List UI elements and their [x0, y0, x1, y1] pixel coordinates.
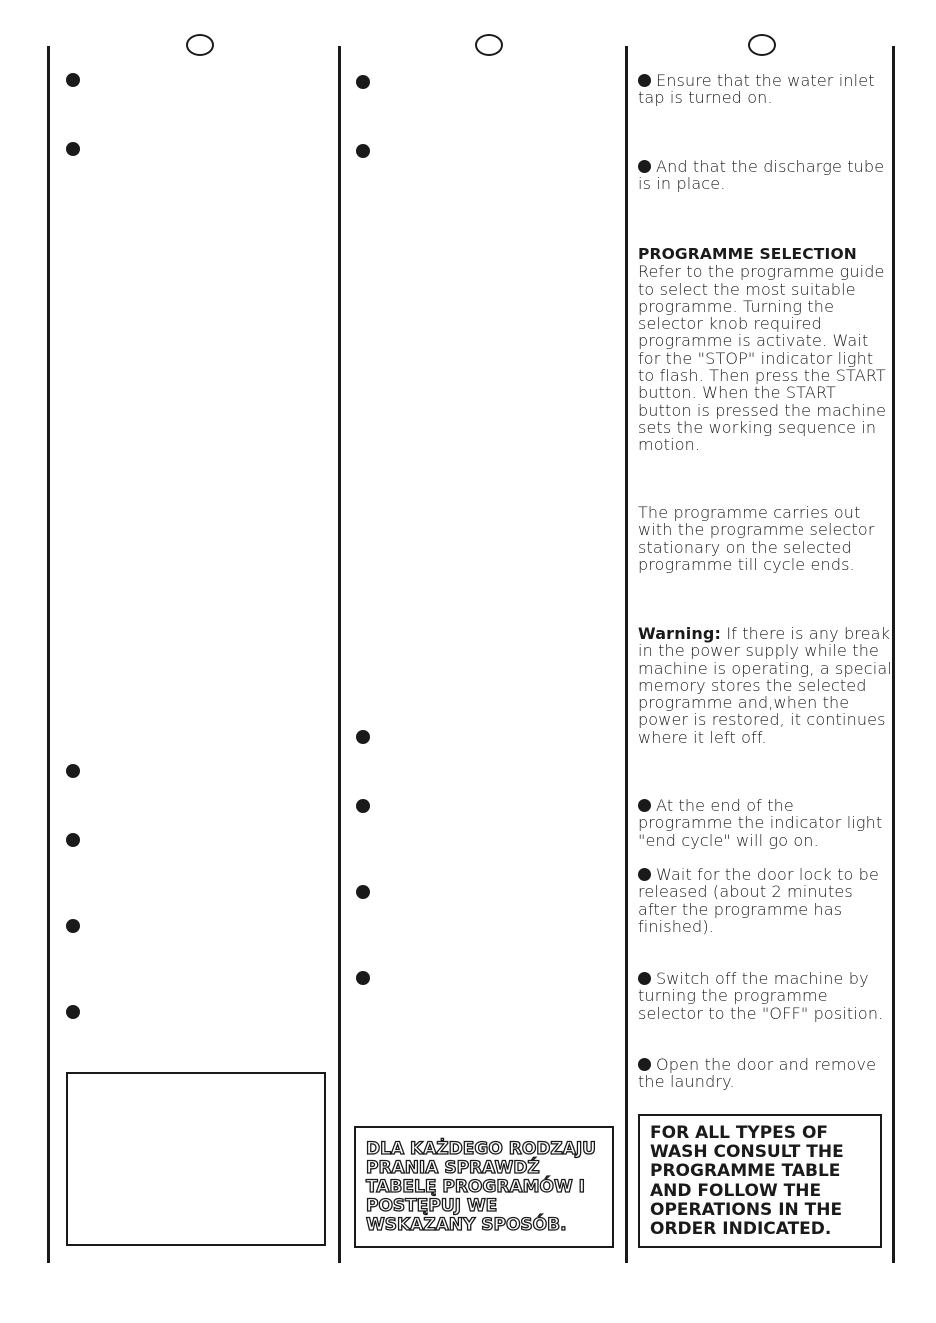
discharge-tube-paragraph: And that the discharge tube is in place.	[638, 157, 885, 194]
bullet-icon	[356, 144, 370, 158]
programme-selection-section	[638, 245, 890, 454]
bullet-icon	[638, 160, 651, 173]
bullet-icon	[638, 74, 651, 87]
warning-label: Warning:	[638, 624, 722, 643]
column-divider-left	[47, 46, 50, 1263]
bullet-icon	[356, 971, 370, 985]
warning-text: If there is any break in the power supply while the machine is operating, a special memory stores the selected programme and,when the power is restored, it continues where it left off.	[638, 624, 892, 747]
column-divider-middle-left	[338, 46, 341, 1263]
bullet-icon	[638, 972, 651, 985]
bullet-icon	[66, 833, 80, 847]
open-door-paragraph: Open the door and remove the laundry.	[638, 1055, 877, 1092]
door-lock-paragraph: Wait for the door lock to be released (about 2 minutes after the programme has finished).	[638, 865, 879, 936]
bullet-icon	[356, 730, 370, 744]
section-heading: PROGRAMME SELECTION	[638, 245, 857, 263]
notice-box-polish	[354, 1126, 614, 1248]
bullet-icon	[356, 75, 370, 89]
bullet-icon	[66, 919, 80, 933]
bullet-icon	[356, 885, 370, 899]
bullet-icon	[66, 73, 80, 87]
notice-text-english: FOR ALL TYPES OF WASH CONSULT THE PROGRAMME TABLE AND FOLLOW THE OPERATIONS IN THE ORDER INDICATED.	[650, 1123, 844, 1240]
bullet-icon	[638, 1058, 651, 1071]
switch-off-paragraph: Switch off the machine by turning the programme selector to the "OFF" position.	[638, 969, 884, 1023]
column-divider-middle-right	[625, 46, 628, 1263]
bullet-icon	[66, 142, 80, 156]
water-tap-paragraph: Ensure that the water inlet tap is turned on.	[638, 71, 875, 108]
language-circle-icon	[748, 34, 776, 56]
notice-box-english	[638, 1114, 882, 1248]
bullet-icon	[638, 799, 651, 812]
notice-box-left	[66, 1072, 326, 1246]
bullet-icon	[638, 868, 651, 881]
carry-out-paragraph: The programme carries out with the programme selector stationary on the selected programme till cycle ends.	[638, 503, 875, 574]
warning-paragraph	[638, 625, 892, 746]
selection-text: Refer to the programme guide to select the most suitable programme. Turning the selector knob required programme is activate. Wait for the "STOP" indicator light to flash. Then press the START button. When the START button is pressed the machine sets the working sequence in motion.	[638, 262, 887, 455]
notice-text-polish: DLA KAŻDEGO RODZAJU PRANIA SPRAWDŹ TABELĘ PROGRAMÓW I POSTĘPUJ WE WSKAZANY SPOSÓB.	[366, 1139, 596, 1235]
bullet-icon	[356, 799, 370, 813]
bullet-icon	[66, 1005, 80, 1019]
end-cycle-paragraph: At the end of the programme the indicator light "end cycle" will go on.	[638, 796, 883, 850]
language-circle-icon	[475, 34, 503, 56]
bullet-icon	[66, 764, 80, 778]
language-circle-icon	[186, 34, 214, 56]
column-divider-right	[892, 46, 895, 1263]
